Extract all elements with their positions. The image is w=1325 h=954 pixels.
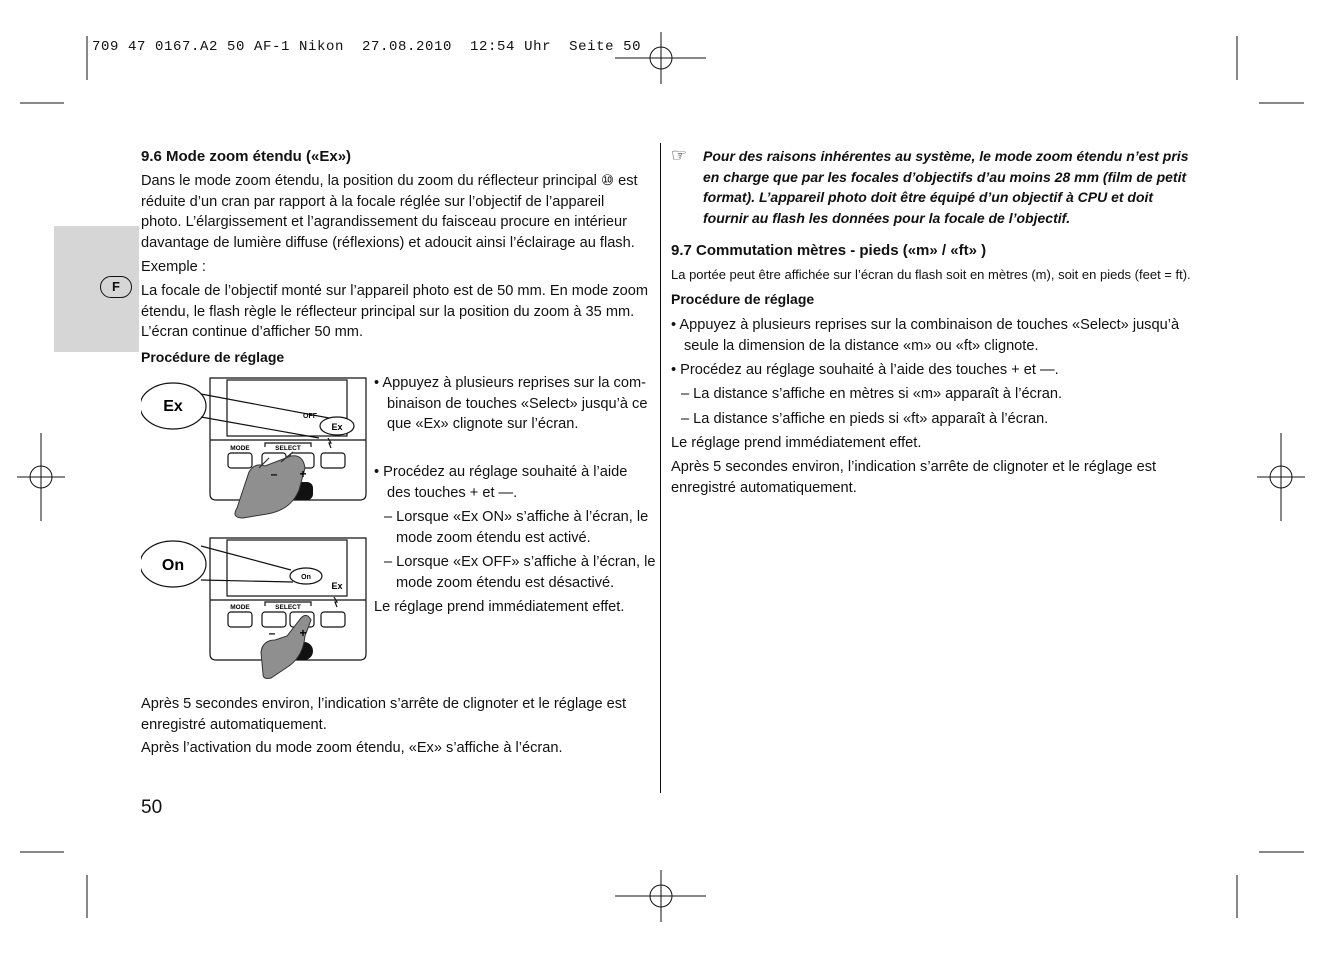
screen-ex-label: Ex	[331, 581, 343, 591]
after-paragraph-left: Après 5 secondes environ, l’indication s’arrête de clignoter et le réglage est enregistré automatiquement. Après l’activation du mode zoom étendu, «Ex» s’affiche à l’écran.	[141, 696, 627, 756]
mode-label: MODE	[230, 445, 250, 452]
language-tab-label: F	[100, 276, 132, 298]
minus-label: –	[268, 626, 276, 640]
right-dash-meters: – La distance s’affiche en mètres si «m» apparaît à l’écran.	[681, 386, 1062, 402]
right-bullet-2: • Procédez au réglage souhaité à l’aide des touches + et —.	[671, 362, 1059, 378]
right-intro: La portée peut être affichée sur l’écran du flash soit en mètres (m), soit en pieds (feet = ft).	[671, 267, 1191, 282]
note-hand-icon: ☞	[671, 145, 688, 165]
step-bullet-1: • Appuyez à plusieurs reprises sur la com- binaison de touches «Select» jusqu’à ce que «Ex» clignote sur l’écran.	[374, 375, 648, 432]
example-paragraph: La focale de l’objectif monté sur l’appareil photo est de 50 mm. En mode zoom étendu, le flash règle le réflecteur principal sur la position du zoom à 35 mm. L’écran continue d’afficher 50 mm.	[141, 283, 649, 340]
step-bullet-2: • Procédez au réglage souhaité à l’aide des touches + et —.	[374, 464, 628, 501]
page-number: 50	[141, 797, 163, 818]
intro-paragraph: Dans le mode zoom étendu, la position du zoom du réflecteur principal ⑩ est réduite d’un cran par rapport à la focale réglée sur l’objectif de l’appareil photo. L’élargissement et l’agrandissement du faisceau procure en intérieur davantage de lumière diffuse (réflexions) et adoucit ainsi l’éclairage au flash.	[141, 173, 638, 251]
column-divider	[660, 143, 661, 793]
procedure-title-right: Procédure de réglage	[671, 291, 815, 307]
section-heading-9-7: 9.7 Commutation mètres - pieds («m» / «ft» )	[671, 242, 987, 259]
select-label: SELECT	[275, 445, 301, 452]
callout-on: On	[161, 557, 185, 574]
flash-bolt-icon	[334, 597, 337, 607]
screen-off-label: OFF	[303, 413, 317, 420]
immediate-effect-left: Le réglage prend immédiatement effet.	[374, 599, 625, 615]
flash-diagram-ex	[141, 372, 373, 522]
plus-label: +	[299, 467, 307, 481]
callout-ex: Ex	[163, 398, 183, 415]
plus-label: +	[299, 626, 307, 640]
flash-diagram-on	[141, 532, 373, 682]
section-heading-9-6: 9.6 Mode zoom étendu («Ex»)	[141, 148, 352, 165]
minus-label: –	[270, 467, 278, 481]
select-label: SELECT	[275, 604, 301, 611]
print-slug: 709 47 0167.A2 50 AF-1 Nikon 27.08.2010 12:54 Uhr Seite 50	[92, 39, 642, 55]
screen-ex-label: Ex	[331, 422, 343, 432]
screen-on-label: On	[301, 574, 311, 581]
right-dash-feet: – La distance s’affiche en pieds si «ft» apparaît à l’écran.	[681, 411, 1049, 427]
mode-label: MODE	[230, 604, 250, 611]
immediate-effect-right: Le réglage prend immédiatement effet.	[671, 435, 922, 451]
after-paragraph-right: Après 5 secondes environ, l’indication s’arrête de clignoter et le réglage est enregistré automatiquement.	[671, 459, 1157, 496]
step-dash-off: – Lorsque «Ex OFF» s’affiche à l’écran, le mode zoom étendu est désactivé.	[384, 554, 656, 591]
procedure-title: Procédure de réglage	[141, 349, 285, 365]
step-dash-on: – Lorsque «Ex ON» s’affiche à l’écran, le mode zoom étendu est activé.	[384, 509, 649, 546]
note-paragraph: Pour des raisons inhérentes au système, le mode zoom étendu n’est pris en charge que par les focales d’objectifs d’au moins 28 mm (film de petit format). L’appareil photo doit être équipé d’un objectif à CPU et doit fournir au flash les données pour la focale de l’objectif.	[703, 148, 1189, 226]
right-bullet-1: • Appuyez à plusieurs reprises sur la combinaison de touches «Select» jusqu’à seule la dimension de la distance «m» ou «ft» clignote.	[671, 317, 1180, 354]
example-label: Exemple :	[141, 259, 206, 275]
